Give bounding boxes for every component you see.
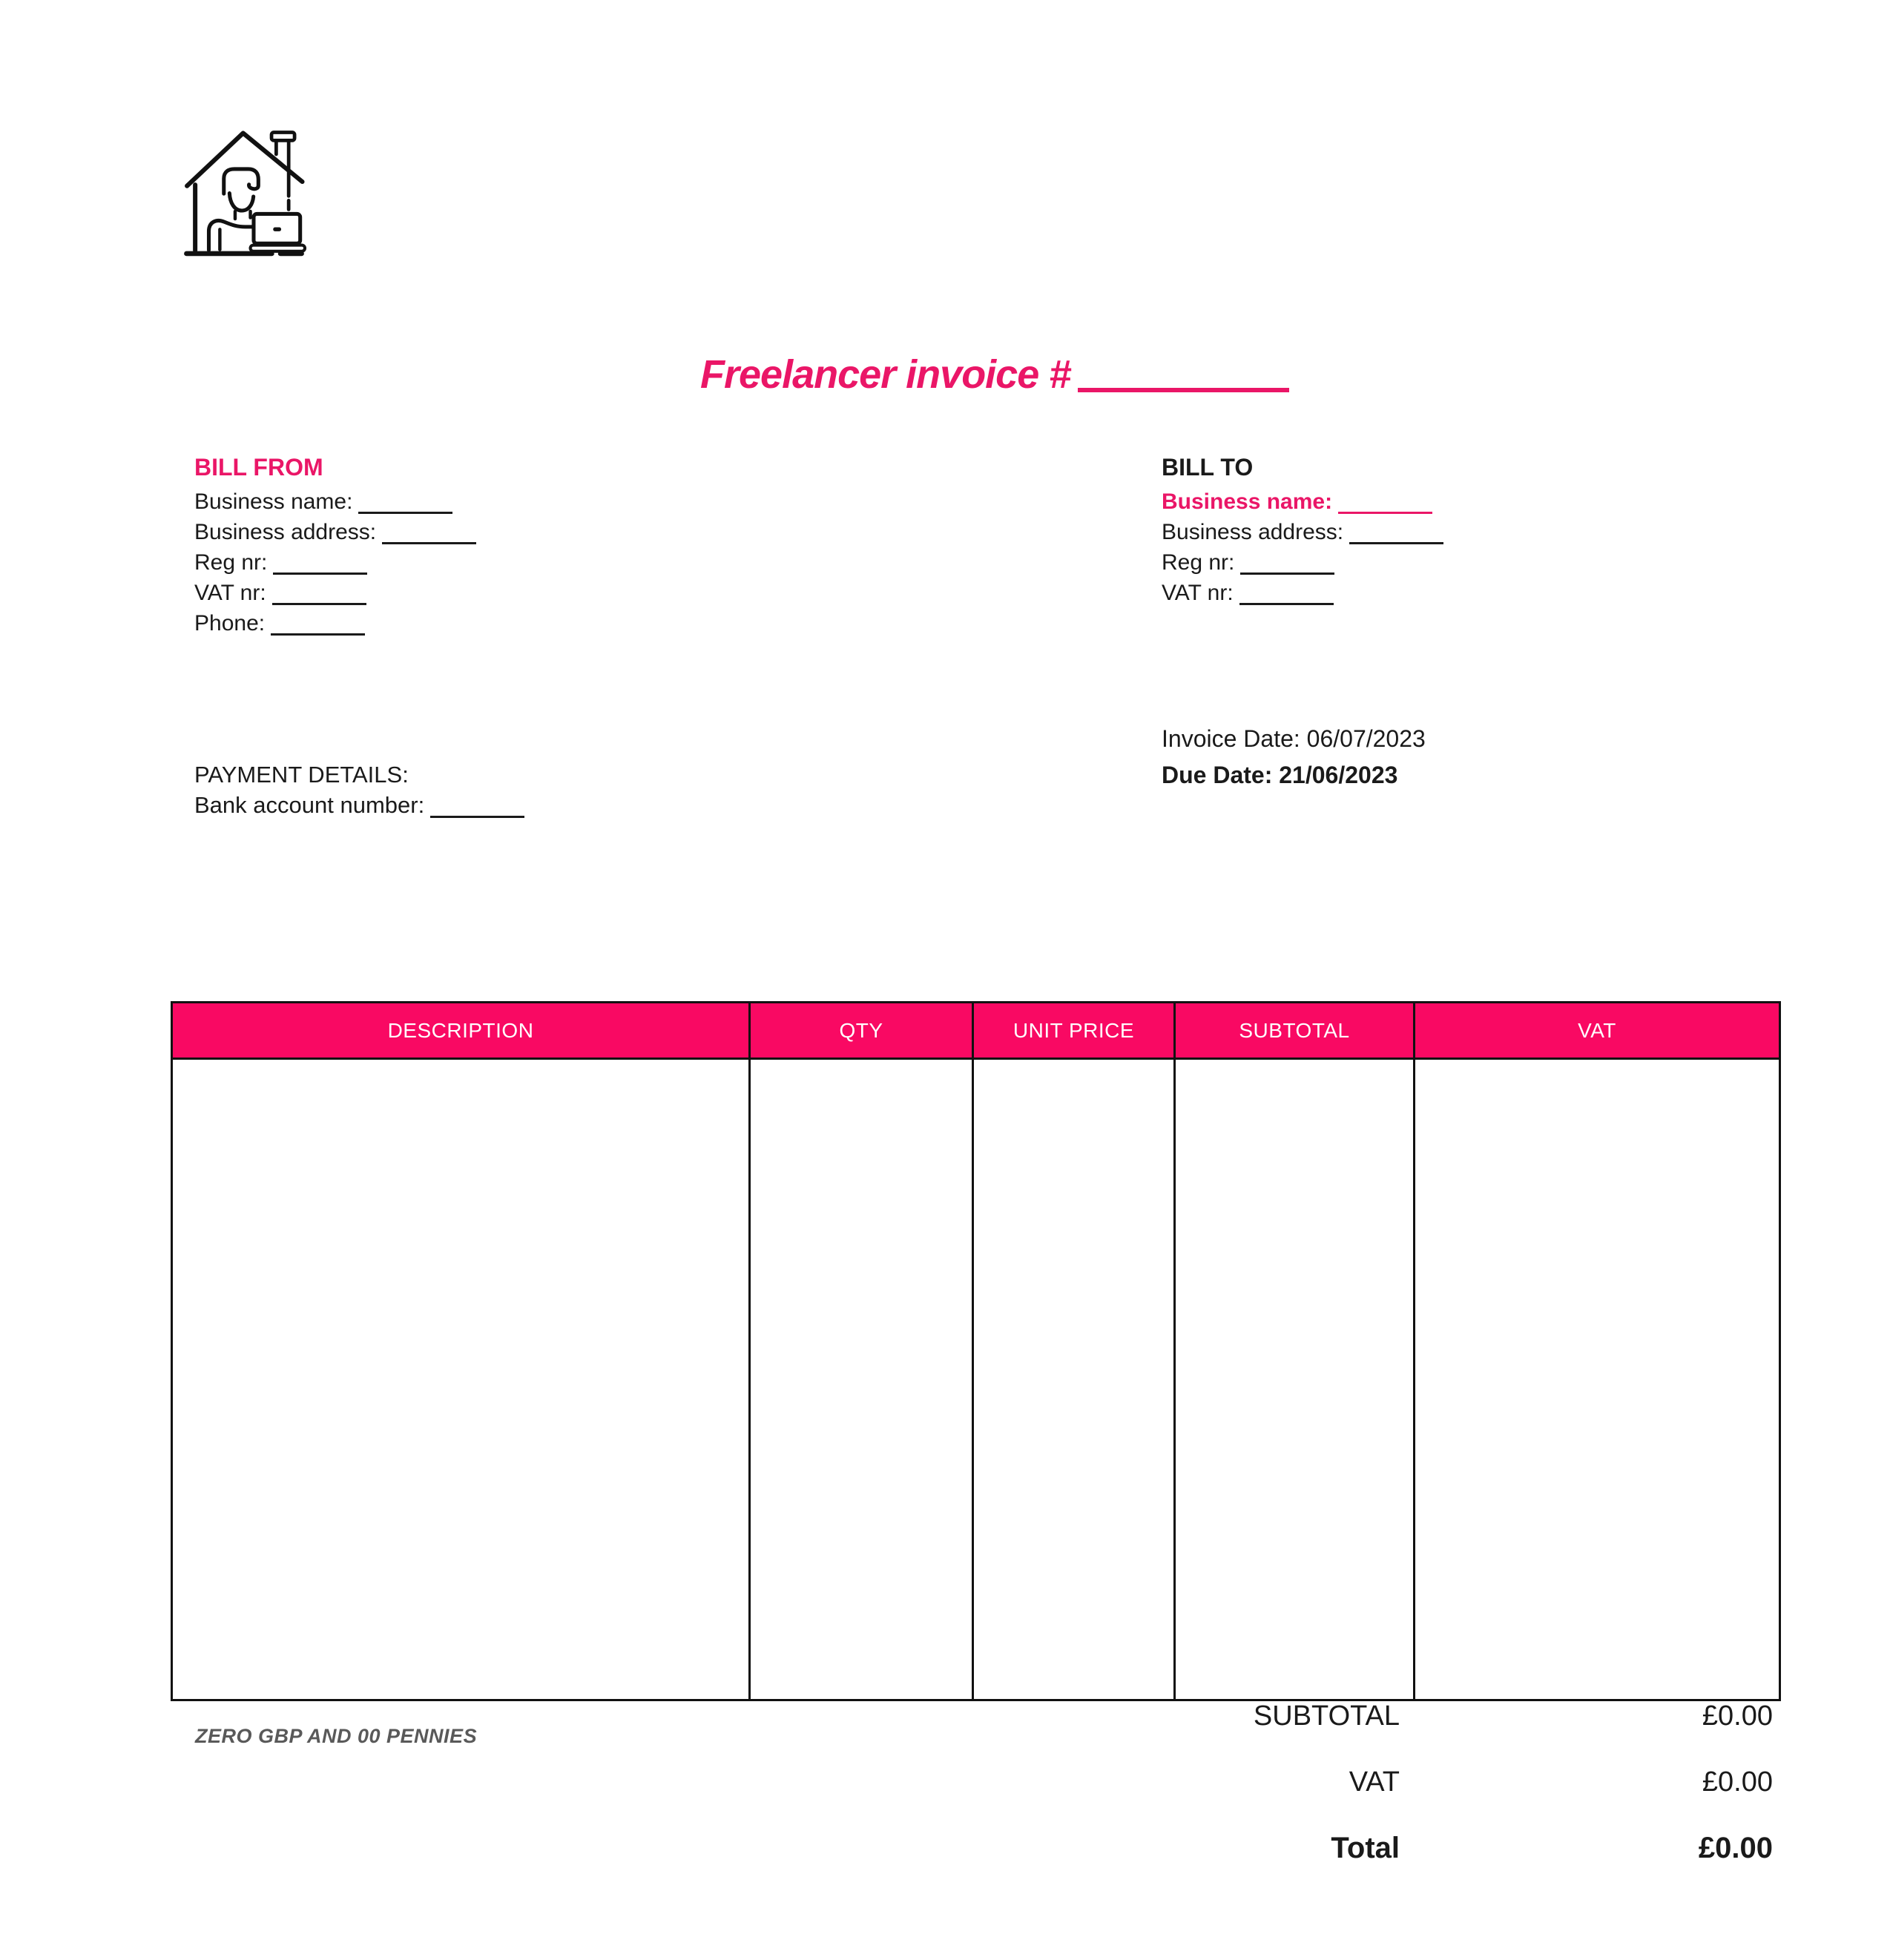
blank-line xyxy=(382,520,476,544)
bill-to-heading: BILL TO xyxy=(1162,454,1254,481)
blank-line xyxy=(271,611,365,636)
bill-from-reg-nr: Reg nr: xyxy=(194,547,476,578)
invoice-dates xyxy=(1162,721,1426,793)
subtotal-row xyxy=(742,1683,1773,1749)
blank-line xyxy=(1349,520,1443,544)
blank-line xyxy=(273,550,367,575)
due-date-line xyxy=(1162,757,1426,793)
bill-to-business-name: Business name: xyxy=(1162,486,1443,517)
column-header-unit-price: UNIT PRICE xyxy=(973,1003,1175,1059)
subtotal-value: £0.00 xyxy=(1702,1700,1773,1732)
total-row xyxy=(742,1815,1773,1881)
column-header-vat: VAT xyxy=(1415,1003,1780,1059)
table-header-row xyxy=(172,1003,1780,1059)
empty-cell-subtotal xyxy=(1175,1059,1415,1700)
blank-line xyxy=(1239,581,1334,605)
blank-line xyxy=(1240,550,1334,575)
vat-row xyxy=(742,1749,1773,1815)
empty-cell-vat xyxy=(1415,1059,1780,1700)
invoice-date-line xyxy=(1162,721,1426,757)
bill-from-phone: Phone: xyxy=(194,608,476,639)
blank-line xyxy=(1338,489,1432,514)
payment-details-heading: PAYMENT DETAILS: xyxy=(194,762,409,788)
column-header-subtotal: SUBTOTAL xyxy=(1175,1003,1415,1059)
page-title-text: Freelancer invoice # xyxy=(700,352,1071,397)
empty-cell-description xyxy=(172,1059,750,1700)
payment-details-section xyxy=(194,759,524,820)
vat-label: VAT xyxy=(1349,1766,1400,1798)
bill-from-business-name: Business name: xyxy=(194,486,476,517)
column-header-qty: QTY xyxy=(750,1003,973,1059)
empty-cell-unit-price xyxy=(973,1059,1175,1700)
totals-summary xyxy=(742,1683,1773,1881)
amount-in-words: ZERO GBP AND 00 PENNIES xyxy=(195,1725,478,1747)
total-value: £0.00 xyxy=(1698,1832,1773,1864)
freelancer-home-office-icon xyxy=(174,117,315,262)
column-header-description: DESCRIPTION xyxy=(172,1003,750,1059)
bill-to-section xyxy=(1162,452,1443,608)
vat-value: £0.00 xyxy=(1702,1766,1773,1798)
invoice-date-label: Invoice Date: xyxy=(1162,725,1300,752)
empty-cell-qty xyxy=(750,1059,973,1700)
bank-account-number: Bank account number: xyxy=(194,790,524,820)
page-title xyxy=(700,352,1289,397)
bill-to-business-address: Business address: xyxy=(1162,517,1443,547)
subtotal-label: SUBTOTAL xyxy=(1253,1700,1400,1732)
line-items-table xyxy=(171,1001,1781,1701)
blank-line xyxy=(358,489,452,514)
bill-from-heading: BILL FROM xyxy=(194,454,323,481)
table-empty-body-row xyxy=(172,1059,1780,1700)
invoice-date-value: 06/07/2023 xyxy=(1306,725,1426,752)
invoice-number-blank-line xyxy=(1078,380,1289,392)
bill-from-business-address: Business address: xyxy=(194,517,476,547)
bill-from-section xyxy=(194,452,476,639)
total-label: Total xyxy=(1331,1832,1400,1864)
due-date-value: 21/06/2023 xyxy=(1279,762,1398,788)
bill-to-reg-nr: Reg nr: xyxy=(1162,547,1443,578)
due-date-label: Due Date: xyxy=(1162,762,1273,788)
blank-line xyxy=(272,581,366,605)
bill-from-vat-nr: VAT nr: xyxy=(194,578,476,608)
blank-line xyxy=(430,793,524,818)
bill-to-vat-nr: VAT nr: xyxy=(1162,578,1443,608)
